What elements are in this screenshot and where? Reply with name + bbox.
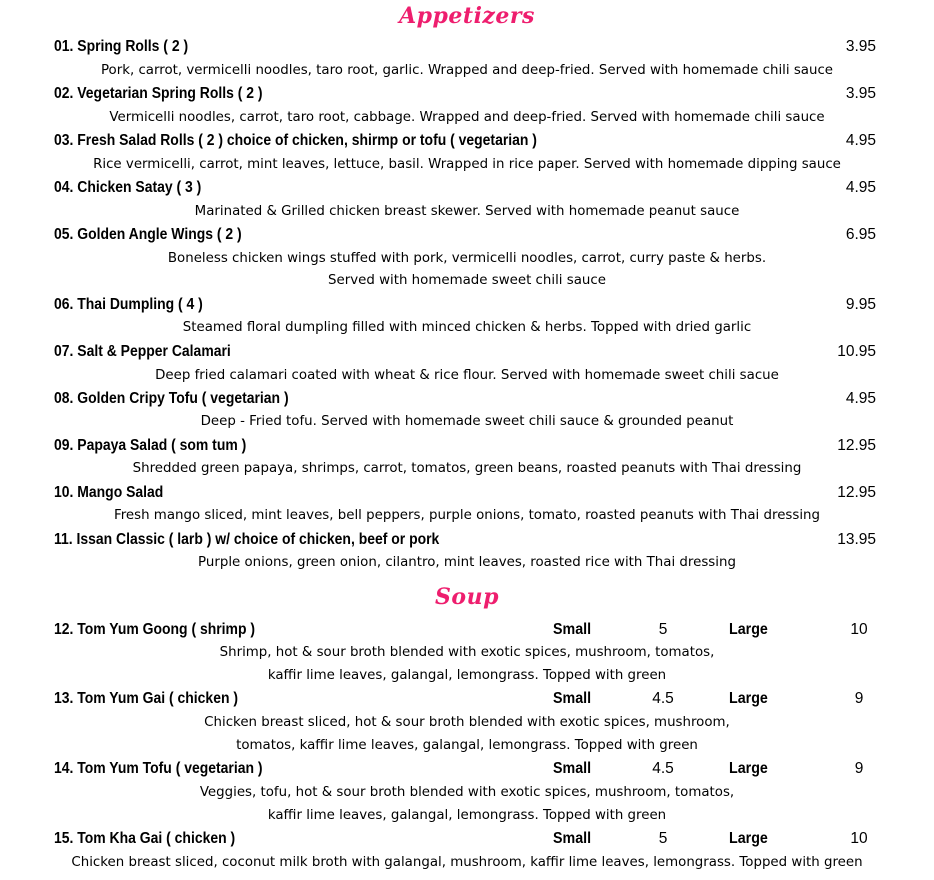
item-description: Chicken breast sliced, hot & sour broth blended with exotic spices, mushroom, (204, 714, 730, 730)
small-label: Small (553, 621, 592, 638)
item-name: 03. Fresh Salad Rolls ( 2 ) choice of chicken, shirmp or tofu ( vegetarian ) (54, 132, 537, 149)
small-price: 4.5 (652, 690, 674, 707)
item-name: 07. Salt & Pepper Calamari (54, 343, 231, 360)
menu-item-9 (0, 437, 934, 459)
item-price: 13.95 (837, 531, 876, 548)
item-price: 4.95 (845, 179, 876, 196)
menu-item-11 (0, 531, 934, 553)
item-price: 4.95 (845, 132, 876, 149)
item-price: 3.95 (845, 38, 876, 55)
menu-item-7 (0, 343, 934, 365)
menu-item-14 (0, 760, 934, 782)
menu-item-5 (0, 226, 934, 248)
item-name: 01. Spring Rolls ( 2 ) (54, 38, 189, 55)
item-description: Boneless chicken wings stuffed with pork, vermicelli noodles, carrot, curry paste & herbs. (167, 250, 767, 266)
large-price: 10 (850, 830, 868, 847)
item-description: Chicken breast sliced, coconut milk broth with galangal, mushroom, kaffir lime leaves, lemongrass. Topped with green (71, 854, 863, 870)
item-name: 08. Golden Cripy Tofu ( vegetarian ) (54, 390, 289, 407)
item-description: Steamed floral dumpling filled with minced chicken & herbs. Topped with dried garlic (182, 319, 752, 335)
item-name: 13. Tom Yum Gai ( chicken ) (54, 690, 238, 707)
item-description: kaffir lime leaves, galangal, lemongrass. Topped with green (267, 667, 667, 683)
item-name: 06. Thai Dumpling ( 4 ) (54, 296, 203, 313)
item-price: 10.95 (837, 343, 876, 360)
menu-item-12 (0, 621, 934, 643)
item-description: Shrimp, hot & sour broth blended with exotic spices, mushroom, tomatos, (219, 644, 715, 660)
small-price: 5 (658, 621, 668, 638)
large-price: 9 (854, 760, 864, 777)
menu-item-10 (0, 484, 934, 506)
small-price: 4.5 (652, 760, 674, 777)
menu-item-8 (0, 390, 934, 412)
small-label: Small (553, 690, 592, 707)
item-price: 12.95 (837, 484, 876, 501)
item-description: Pork, carrot, vermicelli noodles, taro root, garlic. Wrapped and deep-fried. Served with homemade chili sauce (100, 62, 834, 78)
item-name: 15. Tom Kha Gai ( chicken ) (54, 830, 236, 847)
item-name: 04. Chicken Satay ( 3 ) (54, 179, 202, 196)
item-name: 11. Issan Classic ( larb ) w/ choice of chicken, beef or pork (54, 531, 440, 548)
large-label: Large (729, 760, 768, 777)
menu-item-2 (0, 85, 934, 107)
item-description: Served with homemade sweet chili sauce (328, 272, 606, 288)
item-price: 6.95 (845, 226, 876, 243)
item-name: 10. Mango Salad (54, 484, 164, 501)
large-label: Large (729, 621, 768, 638)
item-description: Marinated & Grilled chicken breast skewer. Served with homemade peanut sauce (194, 203, 740, 219)
item-description: Vermicelli noodles, carrot, taro root, cabbage. Wrapped and deep-fried. Served with homemade chili sauce (109, 109, 825, 125)
item-description: Rice vermicelli, carrot, mint leaves, lettuce, basil. Wrapped in rice paper. Served with homemade dipping sauce (93, 156, 841, 172)
menu-item-4 (0, 179, 934, 201)
item-name: 14. Tom Yum Tofu ( vegetarian ) (54, 760, 263, 777)
item-name: 12. Tom Yum Goong ( shrimp ) (54, 621, 256, 638)
menu-item-6 (0, 296, 934, 318)
item-price: 3.95 (845, 85, 876, 102)
small-label: Small (553, 830, 592, 847)
menu-item-3 (0, 132, 934, 154)
item-name: 02. Vegetarian Spring Rolls ( 2 ) (54, 85, 263, 102)
small-price: 5 (658, 830, 668, 847)
item-description: tomatos, kaffir lime leaves, galangal, lemongrass. Topped with green (236, 737, 698, 753)
item-name: 05. Golden Angle Wings ( 2 ) (54, 226, 242, 243)
item-description: Veggies, tofu, hot & sour broth blended with exotic spices, mushroom, tomatos, (199, 784, 735, 800)
item-price: 4.95 (845, 390, 876, 407)
large-label: Large (729, 830, 768, 847)
item-description: Fresh mango sliced, mint leaves, bell peppers, purple onions, tomato, roasted peanuts with Thai dressing (113, 507, 821, 523)
appetizers-heading: Appetizers (399, 3, 535, 29)
small-label: Small (553, 760, 592, 777)
item-price: 12.95 (837, 437, 876, 454)
item-description: Purple onions, green onion, cilantro, mint leaves, roasted rice with Thai dressing (198, 554, 736, 570)
menu-item-1 (0, 38, 934, 60)
item-price: 9.95 (845, 296, 876, 313)
item-description: kaffir lime leaves, galangal, lemongrass. Topped with green (267, 807, 667, 823)
item-name: 09. Papaya Salad ( som tum ) (54, 437, 247, 454)
large-price: 9 (854, 690, 864, 707)
large-label: Large (729, 690, 768, 707)
item-description: Deep fried calamari coated with wheat & rice flour. Served with homemade sweet chili sacue (155, 367, 779, 383)
soup-heading: Soup (435, 584, 499, 610)
item-description: Deep - Fried tofu. Served with homemade sweet chili sauce & grounded peanut (200, 413, 734, 429)
menu-item-15 (0, 830, 934, 852)
large-price: 10 (850, 621, 868, 638)
item-description: Shredded green papaya, shrimps, carrot, tomatos, green beans, roasted peanuts with Thai dressing (132, 460, 802, 476)
menu-item-13 (0, 690, 934, 712)
